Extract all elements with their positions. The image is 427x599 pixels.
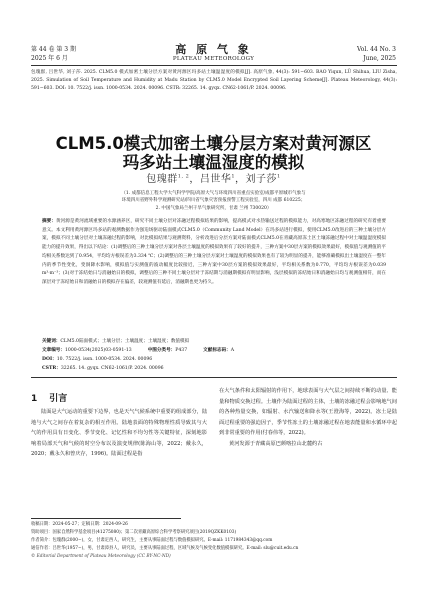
affiliation-line-1: （1. 成都信息工程大学大气科学学院/高原大气与环境四川省重点实验室/成都平原城市气象与 (121, 191, 306, 196)
author-list (0, 170, 427, 185)
document-code-label: 文献标志码： (203, 348, 231, 353)
author-name: 刘子莎 (245, 174, 278, 185)
author-name: 包瑰群 (146, 174, 178, 185)
clc-label: 中图分类号： (147, 348, 176, 353)
title-line-2: 玛多站土壤温湿度的模拟 (122, 153, 305, 172)
abstract (42, 218, 386, 288)
section-title: 引言 (49, 394, 68, 404)
article-number-label: 文章编号： (42, 348, 65, 353)
clc-number: P437 (175, 348, 188, 353)
body-right-paragraph-2: 黄河发源于青藏高原巴颜喀拉山北麓约古 (229, 440, 323, 447)
doi-value[interactable]: 10. 7522/j. issn. 1000-0534. 2024. 00096 (56, 357, 153, 362)
title-line-1: CLM5.0模式加密土壤分层方案对黄河源区 (55, 134, 372, 153)
body-right-column (219, 386, 397, 449)
author-name: 吕世华 (199, 174, 232, 185)
author-affiliation-mark: 1 (231, 173, 236, 180)
doi-label: DOI： (42, 357, 57, 362)
abstract-text: 黄河源是黄河流域重要的水源涵养区，研究不同土壤分层对冻融过程模拟结果的影响，提高模式对水热输送过程的模拟能力，对高寒地区冻融过程的研究有着重要意义。本文利用黄河源区玛多站的观测数据作为强迫场驱动陆面模式CLM5.0（Community Land Model）在玛多站进行模拟，使用CLM5.0改进后的三种土壤分层方案，模拟不同土壤分层对土壤冻融过程的影响，对比模拟结果与观测资料，分析改进后分层方案对陆面模式CLM5.0在青藏高原冻土区土壤冻融过程中对土壤温湿度模拟能力的提升效果，得出以下结论：(1)调整后的三种土壤分层方案对各层土壤温度的模拟效果有了较好的提升，三种方案中30层方案的模拟效果最好，模拟值与观测值的平均相关系数达到了0.954，平均均方根误差为3.334 ℃；(2)调整后的三种土壤分层方案对土壤湿度的模拟效果也有了较为明显的提升，能够准确模拟出土壤湿度在一整年内的季节性变化，变洞降水影响，模拟值与实测值的波动幅度比较接近，三种方案中30层方案的模拟效果最好，平均相关系数为0.770，平均均方根误差为0.039 m³·m⁻³；(3)对于冻结始日与消融始日的模拟，调整后的三种不同土壤分层对于冻结期与消融期模拟有明显影响，浅层模拟的冻结始日和消融始日均与观测值相符，而在深层对于冻结始日和消融始日的模拟存在偏差，较观测值有延后，消融期也更为持久。 (42, 219, 386, 285)
abstract-label: 摘要： (42, 219, 56, 224)
journal-name-en: PLATEAU METEOROLOGY (172, 56, 255, 62)
doi-line (42, 356, 386, 365)
journal-name-cn: 高 原 气 象 (175, 43, 252, 56)
header-rule (31, 65, 397, 66)
author-affiliation-mark: 1, 2 (177, 173, 190, 180)
affiliation-line-2: 环境四川省野外科学观测研究站/四川省气象灾害预报预警工程实验室，四川 成都 610225； (121, 198, 306, 203)
copyright-notice: © Editorial Department of Plateau Meteorology (CC BY-NC-ND) (31, 554, 171, 559)
affiliation-line-3: 2. 中国气象局兰州干旱气象研究所，甘肃 兰州 730020） (155, 206, 272, 211)
section-heading (31, 391, 67, 404)
author-separator: ， (235, 174, 246, 185)
volume-issue: 第 44 卷 第 3 期 (31, 46, 76, 53)
body-left-column: 陆面是大气运动的重要下边界，也是天气气候系统中重要的组成部分，陆地与大气之间存在着复杂的相互作用。陆地表面的特殊物理性质导致其与大气的作用具有日变化、季节变化、记忆性和不均匀性等关键特征，深刻地影响着局部天气和气候的时空分布以及演变规律(陈海山等，2022；戴永久，2020；戴永久和曾庆存，1996)。陆面过程是指 (31, 409, 208, 457)
document-code: A (230, 348, 235, 353)
issue-date-en: June, 2025 (363, 55, 396, 62)
footnote-rule (31, 518, 181, 519)
keywords-text: CLM5.0陆面模式；土壤分层；土壤温度；土壤湿度；数值模拟 (60, 339, 190, 344)
cstr-label: CSTR： (42, 366, 61, 371)
classification-line (42, 347, 386, 356)
author-separator: ， (189, 174, 200, 185)
cstr-value: 32265. 14. gyqx. CN62-1061/P. 2024. 00096 (60, 366, 164, 371)
footnote-first-author: 作者简介：包瑰群(2000−)，女，甘肃定西人，研究生，主要从事陆面过程与数值模拟研究。E-mail: 1171984343@qq.com (31, 538, 273, 543)
footnote-received: 收稿日期：2024-05-27；定稿日期：2024-09-26 (31, 522, 128, 527)
footnote-corresponding-author: 通信作者：吕世华(1957−)，男，甘肃漳县人，研究员，主要从事陆面过程、区域气候及气候变化数值模拟研究。E-mail: slu@cuit.edu.cn (31, 546, 299, 551)
keywords-label: 关键词： (42, 339, 61, 344)
volume-number-en: Vol. 44 No. 3 (356, 46, 396, 53)
footnote-funding: 资助项目：国家自然科学基金项目(41275080)；第二次青藏高原综合科学考察研究项目(2019QZKK0103) (31, 530, 237, 535)
author-affiliation-mark: 1 (277, 173, 281, 180)
metadata-rule (31, 377, 397, 378)
citation-block: 包瑰群, 吕世华, 刘子莎. 2025. CLM5.0 模式加密土壤分层方案对黄河源区玛多站土壤温湿度的模拟[J]. 高原气象, 44(3): 591−603. BAO Yiqun, LÜ Shihua, LIU Zisha, 2025. Simulation of Soil Temperature and Humidity at Madu Station by CLM5.0 Model Encrypted Soil Layering Scheme[J]. Plateau Meteorology, 44(3): 591−603. DOI: 10. 7522/j. issn. 1000-0534. 2024. 00096. CSTR: 32265. 14. gyqx. CN62-1061/P. 2024. 00096. (31, 70, 397, 91)
publication-date: 2025 年 6 月 (31, 55, 68, 62)
cstr-line (42, 365, 386, 374)
article-number: 1000-0534(2025)03-0591-13 (64, 348, 132, 353)
section-number: 1 (31, 394, 38, 404)
keywords (42, 338, 386, 347)
body-right-paragraph: 在大气条件和太阳辐射的作用下，地球表面与大气层之间持续不断的动量、能量和物质交换过程。土壤作为陆面过程的主体，土壤的冻融过程会影响地气间的各种热量交换，如辐射、水汽输送和降水等(王澄海等，2022)。冻土是陆面过程重要的强迫因子，季节性冻土的土壤冻融过程在地表能量和水循环中起到非常重要的作用(付春伟等，2022)。 (219, 388, 397, 436)
